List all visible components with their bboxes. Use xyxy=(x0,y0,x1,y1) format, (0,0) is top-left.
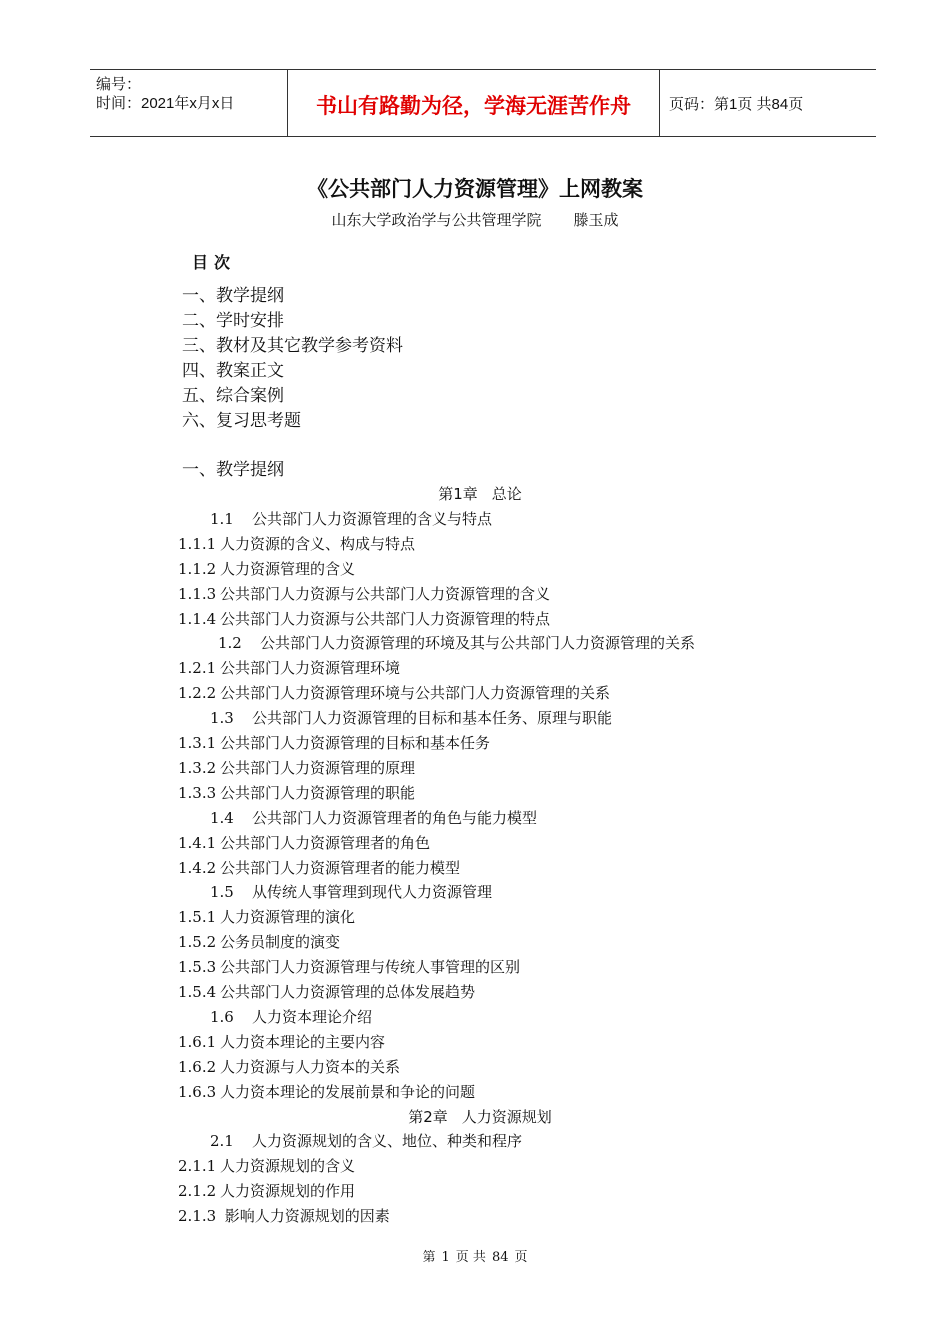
header-meta-cell xyxy=(90,70,288,136)
outline-number: 第2章 xyxy=(408,1107,448,1126)
outline-number: 1.3.3 xyxy=(178,783,217,802)
outline-text: 人力资源规划 xyxy=(461,1107,552,1126)
outline-text: 公共部门人力资源管理者的角色 xyxy=(220,833,431,852)
outline-text: 人力资源的含义、构成与特点 xyxy=(220,534,416,553)
outline-number: 1.1.3 xyxy=(178,584,217,603)
outline-text: 从传统人事管理到现代人力资源管理 xyxy=(252,883,493,902)
toc-item[interactable]: 四、教案正文 xyxy=(182,361,284,381)
outline-subitem xyxy=(178,1080,475,1105)
outline-subitem xyxy=(178,582,550,607)
outline-subitem xyxy=(178,557,355,582)
outline-number: 1.1.2 xyxy=(178,559,217,578)
outline-number: 1.4 xyxy=(210,808,234,827)
outline-subitem xyxy=(178,930,340,955)
time-label: 时间：2021年x月x日 xyxy=(96,95,235,112)
outline-number: 2.1.1 xyxy=(178,1157,217,1176)
page-title: 《公共部门人力资源管理》上网教案 xyxy=(307,177,643,201)
outline-number: 1.3 xyxy=(210,709,234,728)
toc-item[interactable]: 二、学时安排 xyxy=(182,311,284,331)
outline-text: 人力资源与人力资本的关系 xyxy=(220,1057,401,1076)
page-info: 页码：第1页 共84页 xyxy=(669,96,804,113)
outline-subitem xyxy=(178,856,460,881)
outline-text: 公共部门人力资源管理的目标和基本任务、原理与职能 xyxy=(252,709,613,728)
outline-number: 1.2 xyxy=(218,634,242,653)
outline-subitem xyxy=(178,1204,390,1229)
outline-text: 影响人力资源规划的因素 xyxy=(220,1207,390,1226)
outline-section xyxy=(210,806,537,831)
toc-item[interactable]: 三、教材及其它教学参考资料 xyxy=(182,336,403,356)
outline-text: 人力资源管理的演化 xyxy=(220,908,356,927)
outline-subitem xyxy=(178,980,475,1005)
outline-number: 1.5.1 xyxy=(178,908,217,927)
outline-number: 1.2.2 xyxy=(178,684,217,703)
motto: 书山有路勤为径，学海无涯苦作舟 xyxy=(316,94,631,118)
outline-section xyxy=(210,1005,372,1030)
footer-mid: 页 共 xyxy=(455,1250,486,1265)
outline-number: 1.3.1 xyxy=(178,734,217,752)
outline-text: 公共部门人力资源管理的含义与特点 xyxy=(252,509,493,528)
header-page-cell xyxy=(661,70,876,136)
outline-text: 人力资源规划的含义、地位、种类和程序 xyxy=(252,1132,523,1151)
byline xyxy=(0,209,950,230)
outline-number: 1.6.1 xyxy=(178,1032,217,1051)
outline-number: 2.1.3 xyxy=(178,1207,217,1226)
outline-text: 公共部门人力资源管理的目标和基本任务 xyxy=(220,734,491,752)
outline-text: 人力资源管理的含义 xyxy=(220,559,356,578)
footer-total: 84 xyxy=(491,1250,509,1265)
outline-subitem xyxy=(178,1055,400,1080)
toc-list xyxy=(182,284,403,434)
outline-number: 1.5.4 xyxy=(178,983,217,1001)
number-label: 编号： xyxy=(96,76,142,93)
outline-number: 1.5.2 xyxy=(178,933,217,952)
toc-heading: 目次 xyxy=(192,253,237,272)
outline-text: 公共部门人力资源管理者的能力模型 xyxy=(220,858,461,877)
outline-number: 1.5 xyxy=(210,883,234,902)
outline-section xyxy=(218,631,695,656)
page-footer xyxy=(0,1246,950,1265)
footer-prefix: 第 xyxy=(422,1250,436,1265)
outline-number: 1.4.1 xyxy=(178,833,217,852)
outline-text: 人力资源规划的作用 xyxy=(220,1182,356,1201)
outline-subitem xyxy=(178,756,415,781)
outline-text: 人力资本理论的主要内容 xyxy=(220,1032,386,1051)
outline-number: 1.2.1 xyxy=(178,659,217,678)
outline-section xyxy=(210,880,492,905)
outline-text: 公共部门人力资源管理环境 xyxy=(220,659,401,678)
outline-text: 人力资源规划的含义 xyxy=(220,1157,356,1176)
outline-number: 1.5.3 xyxy=(178,958,217,977)
outline-subitem xyxy=(178,607,550,632)
outline-text: 公共部门人力资源与公共部门人力资源管理的特点 xyxy=(220,609,551,628)
chapter-heading xyxy=(0,1105,950,1130)
outline-number: 1.6 xyxy=(210,1007,234,1026)
outline-subitem xyxy=(178,681,610,706)
outline-section xyxy=(210,1129,522,1154)
outline-text: 公共部门人力资源管理与传统人事管理的区别 xyxy=(220,958,521,977)
outline-text: 公共部门人力资源与公共部门人力资源管理的含义 xyxy=(220,584,551,603)
outline-text: 公共部门人力资源管理的环境及其与公共部门人力资源管理的关系 xyxy=(260,634,696,653)
outline-text: 人力资本理论介绍 xyxy=(252,1007,373,1026)
outline-subitem xyxy=(178,955,520,980)
chapter-heading xyxy=(0,482,950,507)
outline-text: 公共部门人力资源管理的职能 xyxy=(220,783,416,802)
outline-text: 公共部门人力资源管理的总体发展趋势 xyxy=(220,983,476,1001)
outline-subitem xyxy=(178,1154,355,1179)
outline-subitem xyxy=(178,731,490,756)
toc-item[interactable]: 一、教学提纲 xyxy=(182,286,284,306)
outline-number: 1.6.3 xyxy=(178,1082,217,1101)
outline-text: 公共部门人力资源管理的原理 xyxy=(220,758,416,777)
outline-number: 第1章 xyxy=(438,485,478,503)
footer-suffix: 页 xyxy=(514,1250,528,1265)
outline-text: 人力资本理论的发展前景和争论的问题 xyxy=(220,1082,476,1101)
section-heading: 一、教学提纲 xyxy=(182,460,284,480)
outline-subitem xyxy=(178,656,400,681)
outline-number: 2.1.2 xyxy=(178,1182,217,1201)
outline-number: 1.3.2 xyxy=(178,758,217,777)
outline-number: 1.1.1 xyxy=(178,534,217,553)
header-motto-cell xyxy=(288,70,660,136)
outline-subitem xyxy=(178,781,415,806)
outline-subitem xyxy=(178,905,355,930)
outline-subitem xyxy=(178,1030,385,1055)
outline-number: 1.1 xyxy=(210,509,234,528)
outline-subitem xyxy=(178,1179,355,1204)
document-header xyxy=(90,69,876,137)
toc-item[interactable]: 六、复习思考题 xyxy=(182,411,301,431)
author: 滕玉成 xyxy=(573,211,619,229)
outline-number: 1.4.2 xyxy=(178,858,217,877)
outline-number: 1.1.4 xyxy=(178,609,217,628)
footer-page: 1 xyxy=(441,1250,450,1265)
outline-text: 公共部门人力资源管理者的角色与能力模型 xyxy=(252,808,538,827)
outline-subitem xyxy=(178,532,415,557)
outline-section xyxy=(210,507,492,532)
toc-item[interactable]: 五、综合案例 xyxy=(182,386,284,406)
affiliation: 山东大学政治学与公共管理学院 xyxy=(331,211,542,229)
outline-number: 1.6.2 xyxy=(178,1057,217,1076)
outline-text: 总论 xyxy=(491,485,522,503)
outline-text: 公务员制度的演变 xyxy=(220,933,341,952)
outline-number: 2.1 xyxy=(210,1132,234,1151)
outline-subitem xyxy=(178,831,430,856)
outline-section xyxy=(210,706,612,731)
outline-text: 公共部门人力资源管理环境与公共部门人力资源管理的关系 xyxy=(220,684,611,703)
